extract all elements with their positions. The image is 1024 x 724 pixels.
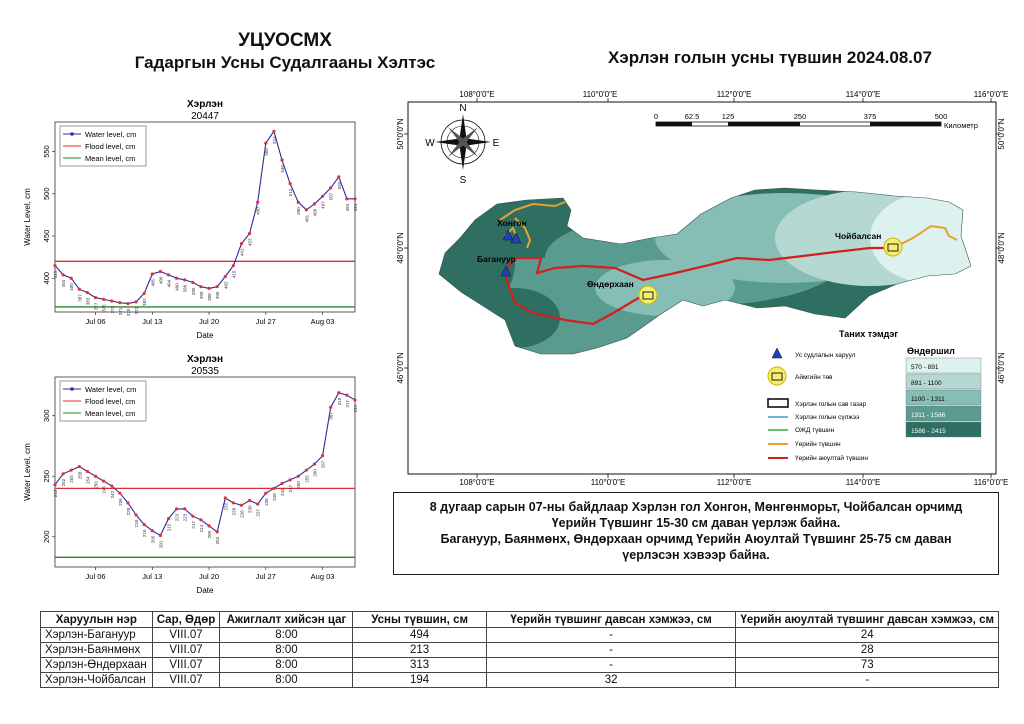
data-label: 540 xyxy=(280,165,286,173)
svg-text:Үерийн түвшин: Үерийн түвшин xyxy=(795,441,841,448)
aimag-center-icon xyxy=(768,367,786,385)
chart-subtitle: 20535 xyxy=(191,366,219,377)
data-point xyxy=(110,484,113,487)
x-tick-label: Aug 03 xyxy=(310,572,335,581)
y-tick-label: 450 xyxy=(42,229,51,243)
data-point xyxy=(224,496,227,499)
data-label: 250 xyxy=(296,481,302,489)
data-point xyxy=(337,175,340,178)
lon-label-top: 116°0'0"E xyxy=(973,90,1009,99)
summary-box xyxy=(393,492,999,575)
svg-text:250: 250 xyxy=(793,112,807,121)
table-cell: 313 xyxy=(353,658,486,673)
data-point xyxy=(264,142,267,145)
lat-label-left: 48°0'0"N xyxy=(396,232,405,264)
data-point xyxy=(232,264,235,267)
data-label: 260 xyxy=(312,469,318,477)
data-point xyxy=(256,201,259,204)
data-label: 371 xyxy=(117,307,123,316)
data-label: 226 xyxy=(239,510,245,518)
svg-text:125: 125 xyxy=(721,112,735,121)
x-tick-label: Aug 03 xyxy=(310,317,335,326)
lat-label-right: 50°0'0"N xyxy=(997,118,1006,150)
data-label: 494 xyxy=(353,203,358,212)
lon-label-bottom: 108°0'0"E xyxy=(459,478,495,487)
table-cell: 8:00 xyxy=(220,658,353,673)
data-point xyxy=(216,285,219,288)
elevation-title: Өндөршил xyxy=(907,346,955,356)
data-label: 387 xyxy=(77,294,83,302)
data-point xyxy=(297,475,300,478)
data-label: 415 xyxy=(231,270,237,279)
lon-label-top: 112°0'0"E xyxy=(716,90,752,99)
data-point xyxy=(191,515,194,518)
data-point xyxy=(248,499,251,502)
lat-label-left: 46°0'0"N xyxy=(396,352,405,384)
water-level-chart-20447 xyxy=(0,95,400,345)
data-point xyxy=(321,195,324,198)
data-point xyxy=(70,277,73,280)
data-point xyxy=(159,270,162,273)
compass-e: E xyxy=(492,138,500,149)
org-title: УЦУОСМХ xyxy=(238,30,332,51)
data-label: 228 xyxy=(231,507,237,516)
data-label: 230 xyxy=(247,505,253,513)
data-label: 307 xyxy=(328,412,334,420)
data-point xyxy=(280,482,283,485)
place-label-khongon: Хонгон xyxy=(497,218,527,228)
y-tick-label: 250 xyxy=(42,469,51,483)
data-label: 373 xyxy=(109,306,115,314)
data-label: 317 xyxy=(344,400,350,408)
svg-text:500: 500 xyxy=(934,112,948,121)
data-label: 488 xyxy=(312,208,318,217)
data-point xyxy=(134,513,137,516)
table-cell: Хэрлэн-Баянмөнх xyxy=(41,643,153,658)
data-label: 209 xyxy=(207,530,213,539)
svg-text:Аймгийн төв: Аймгийн төв xyxy=(795,374,833,381)
data-point xyxy=(143,523,146,526)
data-label: 267 xyxy=(320,460,326,469)
lat-label-right: 46°0'0"N xyxy=(997,352,1006,384)
data-label: 574 xyxy=(271,136,277,144)
data-label: 255 xyxy=(304,475,310,483)
data-label: 205 xyxy=(150,535,156,544)
data-point xyxy=(191,281,194,284)
table-row xyxy=(41,658,999,673)
table-cell: - xyxy=(486,658,736,673)
legend-mean: Mean level, cm xyxy=(85,409,136,418)
data-label: 497 xyxy=(320,201,326,209)
data-point xyxy=(126,302,129,305)
data-label: 258 xyxy=(77,471,83,480)
chart-subtitle: 20447 xyxy=(191,111,219,122)
y-axis-label: Water Level, cm xyxy=(23,443,32,501)
summary-line: Үерийн Түвшинг 15-30 см даван үерлэж байна. xyxy=(551,516,841,530)
data-point xyxy=(53,264,56,267)
data-point xyxy=(345,197,348,200)
table-cell: VIII.07 xyxy=(152,628,220,643)
table-header-row xyxy=(41,612,999,628)
data-point xyxy=(216,530,219,533)
compass-w: W xyxy=(425,138,435,149)
x-axis-label: Date xyxy=(196,586,214,595)
svg-text:375: 375 xyxy=(863,112,877,121)
legend-flood: Flood level, cm xyxy=(85,142,136,151)
data-label: 560 xyxy=(263,148,269,156)
data-point xyxy=(126,501,129,504)
data-point xyxy=(78,288,81,291)
legend-mean: Mean level, cm xyxy=(85,154,136,163)
data-label: 404 xyxy=(166,279,172,288)
table-row xyxy=(41,673,999,688)
x-tick-label: Jul 13 xyxy=(142,572,163,581)
data-point xyxy=(207,287,210,290)
data-point xyxy=(289,478,292,481)
data-label: 223 xyxy=(182,513,188,522)
data-label: 201 xyxy=(158,540,164,549)
scale-unit: Километр xyxy=(944,121,978,130)
data-label: 404 xyxy=(61,279,67,288)
svg-text:ОЖД түвшин: ОЖД түвшин xyxy=(795,427,835,434)
svg-text:Хэрлэн голын сүлжээ: Хэрлэн голын сүлжээ xyxy=(795,414,860,421)
data-point xyxy=(110,299,113,302)
data-label: 441 xyxy=(239,248,245,257)
data-point xyxy=(264,492,267,495)
data-label: 400 xyxy=(174,283,180,291)
data-point xyxy=(134,300,137,303)
data-label: 252 xyxy=(61,478,67,487)
place-label-undurkhaan: Өндөрхаан xyxy=(587,279,634,289)
table-header: Усны түвшин, см xyxy=(353,612,486,628)
data-point xyxy=(272,130,275,133)
y-tick-label: 400 xyxy=(42,271,51,285)
x-tick-label: Jul 27 xyxy=(255,317,276,326)
svg-text:1586 - 2415: 1586 - 2415 xyxy=(911,428,946,435)
data-point xyxy=(118,492,121,495)
data-point xyxy=(183,278,186,281)
data-label: 242 xyxy=(109,490,115,499)
table-header: Ажиглалт хийсэн цаг xyxy=(220,612,353,628)
data-point xyxy=(313,463,316,466)
data-point xyxy=(86,291,89,294)
data-label: 254 xyxy=(85,476,91,484)
axis-ticks xyxy=(42,409,334,581)
data-label: 370 xyxy=(125,308,131,317)
aimag-center-icon xyxy=(884,238,902,256)
table-cell: - xyxy=(486,628,736,643)
data-point xyxy=(289,182,292,185)
water-level-table xyxy=(40,611,999,688)
table-cell: 73 xyxy=(736,658,999,673)
legend-water: Water level, cm xyxy=(85,130,137,139)
data-label: 232 xyxy=(223,503,229,511)
data-label: 383 xyxy=(85,297,91,306)
data-point xyxy=(353,197,356,200)
lon-label-bottom: 114°0'0"E xyxy=(845,478,881,487)
table-cell: 28 xyxy=(736,643,999,658)
svg-text:0: 0 xyxy=(653,112,659,121)
legend-water: Water level, cm xyxy=(85,385,137,394)
data-label: 490 xyxy=(255,207,261,215)
data-point xyxy=(345,394,348,397)
data-label: 395 xyxy=(190,287,196,295)
data-point xyxy=(62,273,65,276)
data-point xyxy=(175,507,178,510)
data-point xyxy=(118,301,121,304)
table-cell: 32 xyxy=(486,673,736,688)
compass-s: S xyxy=(459,175,467,186)
elevation-legend xyxy=(906,358,981,437)
data-label: 375 xyxy=(101,304,107,312)
data-label: 210 xyxy=(142,529,148,538)
table-cell: 8:00 xyxy=(220,673,353,688)
lon-label-bottom: 116°0'0"E xyxy=(973,478,1009,487)
svg-text:Ус судлалын харуул: Ус судлалын харуул xyxy=(795,352,856,359)
x-tick-label: Jul 20 xyxy=(199,317,220,326)
data-point xyxy=(305,469,308,472)
data-label: 255 xyxy=(69,475,75,483)
data-point xyxy=(232,501,235,504)
data-point xyxy=(305,208,308,211)
lon-label-bottom: 110°0'0"E xyxy=(590,478,626,487)
data-label: 494 xyxy=(344,203,350,212)
svg-text:Үерийн аюултай түвшин: Үерийн аюултай түвшин xyxy=(795,455,868,462)
data-label: 377 xyxy=(93,302,99,311)
data-label: 204 xyxy=(215,536,221,545)
table-cell: 8:00 xyxy=(220,643,353,658)
data-point xyxy=(280,158,283,161)
data-point xyxy=(256,502,259,505)
data-point xyxy=(143,292,146,295)
svg-text:891 - 1100: 891 - 1100 xyxy=(911,380,942,387)
summary-line: үерлэсэн хэвээр байна. xyxy=(622,548,770,562)
data-point xyxy=(102,298,105,301)
data-label: 402 xyxy=(223,281,229,290)
data-label: 217 xyxy=(190,521,196,529)
table-cell: 8:00 xyxy=(220,628,353,643)
svg-text:1311 - 1586: 1311 - 1586 xyxy=(911,412,946,419)
data-point xyxy=(240,504,243,507)
data-label: 223 xyxy=(174,513,180,522)
table-row xyxy=(41,628,999,643)
svg-text:1100 - 1311: 1100 - 1311 xyxy=(911,396,945,403)
data-label: 400 xyxy=(69,283,75,291)
table-header: Харуулын нэр xyxy=(41,612,153,628)
data-point xyxy=(159,534,162,537)
data-point xyxy=(151,272,154,275)
lon-label-top: 110°0'0"E xyxy=(582,90,618,99)
svg-text:Хэрлэн голын сав газар: Хэрлэн голын сав газар xyxy=(795,401,867,408)
data-label: 246 xyxy=(101,486,107,494)
data-label: 388 xyxy=(207,293,213,301)
data-label: 214 xyxy=(198,524,204,533)
table-cell: - xyxy=(486,643,736,658)
data-point xyxy=(167,273,170,276)
data-label: 218 xyxy=(134,519,140,528)
summary-line: Багануур, Баянмөнх, Өндөрхаан орчимд Үерийн Аюултай Түвшинг 25-75 см даван xyxy=(440,532,952,546)
data-point xyxy=(62,472,65,475)
table-cell: Хэрлэн-Өндөрхаан xyxy=(41,658,153,673)
lon-label-bottom: 112°0'0"E xyxy=(716,478,752,487)
x-tick-label: Jul 27 xyxy=(255,572,276,581)
data-label: 390 xyxy=(215,291,221,300)
svg-text:62.5: 62.5 xyxy=(684,112,700,121)
data-label: 313 xyxy=(353,404,358,413)
table-header: Сар, Өдөр xyxy=(152,612,220,628)
data-point xyxy=(94,475,97,478)
data-label: 319 xyxy=(336,397,342,406)
data-point xyxy=(183,507,186,510)
data-point xyxy=(297,201,300,204)
table-cell: Хэрлэн-Чойбалсан xyxy=(41,673,153,688)
data-label: 453 xyxy=(247,238,253,246)
y-tick-label: 200 xyxy=(42,530,51,544)
data-label: 227 xyxy=(255,509,261,517)
data-point xyxy=(272,487,275,490)
data-point xyxy=(313,202,316,205)
data-point xyxy=(207,524,210,527)
table-cell: 24 xyxy=(736,628,999,643)
data-label: 408 xyxy=(158,276,164,284)
table-header: Үерийн түвшинг давсан хэмжээ, см xyxy=(486,612,736,628)
data-label: 236 xyxy=(117,498,123,506)
data-point xyxy=(240,242,243,245)
x-tick-label: Jul 13 xyxy=(142,317,163,326)
data-point xyxy=(199,285,202,288)
water-level-chart-20535 xyxy=(0,350,400,600)
lon-label-top: 114°0'0"E xyxy=(845,90,881,99)
place-label-baganuur: Багануур xyxy=(477,254,516,264)
table-cell: - xyxy=(736,673,999,688)
data-label: 244 xyxy=(280,488,286,497)
chart-legend xyxy=(60,126,146,166)
data-label: 228 xyxy=(125,507,131,516)
table-cell: VIII.07 xyxy=(152,643,220,658)
x-tick-label: Jul 06 xyxy=(85,572,106,581)
y-tick-label: 500 xyxy=(42,187,51,201)
chart-title: Хэрлэн xyxy=(187,354,223,365)
kherlen-basin-map xyxy=(365,88,1024,488)
table-cell: Хэрлэн-Багануур xyxy=(41,628,153,643)
data-label: 520 xyxy=(336,181,342,190)
legend-title: Таних тэмдэг xyxy=(839,329,899,339)
lat-label-right: 48°0'0"N xyxy=(997,232,1006,264)
data-label: 405 xyxy=(150,279,156,287)
data-point xyxy=(329,406,332,409)
table-row xyxy=(41,643,999,658)
table-cell: VIII.07 xyxy=(152,673,220,688)
data-point xyxy=(199,518,202,521)
data-label: 236 xyxy=(263,498,269,506)
table-cell: VIII.07 xyxy=(152,658,220,673)
aimag-center-icon xyxy=(639,286,657,304)
y-tick-label: 300 xyxy=(42,409,51,422)
data-label: 215 xyxy=(166,523,172,532)
data-point xyxy=(86,470,89,473)
table-cell: 213 xyxy=(353,643,486,658)
x-tick-label: Jul 20 xyxy=(199,572,220,581)
data-point xyxy=(353,398,356,401)
compass-n: N xyxy=(459,103,467,114)
data-point xyxy=(175,277,178,280)
x-axis-label: Date xyxy=(196,331,214,340)
main-title: Хэрлэн голын усны түвшин 2024.08.07 xyxy=(608,48,932,67)
data-label: 512 xyxy=(288,188,294,197)
data-label: 247 xyxy=(288,484,294,493)
data-label: 243 xyxy=(53,489,58,498)
data-point xyxy=(167,517,170,520)
data-point xyxy=(248,232,251,235)
data-label: 372 xyxy=(134,306,140,315)
table-cell: 494 xyxy=(353,628,486,643)
org-subtitle: Гадаргын Усны Судалгааны Хэлтэс xyxy=(134,53,436,72)
data-point xyxy=(78,465,81,468)
place-label-choibalsan: Чойбалсан xyxy=(835,231,882,241)
lat-label-left: 50°0'0"N xyxy=(396,118,405,150)
data-label: 415 xyxy=(53,270,58,279)
data-point xyxy=(321,454,324,457)
table-cell: 194 xyxy=(353,673,486,688)
table-header: Үерийн аюултай түвшинг давсан хэмжээ, см xyxy=(736,612,999,628)
chart-title: Хэрлэн xyxy=(187,99,223,110)
data-point xyxy=(94,296,97,299)
data-label: 250 xyxy=(93,481,99,489)
data-point xyxy=(102,479,105,482)
data-label: 481 xyxy=(304,214,310,223)
data-label: 507 xyxy=(328,192,334,201)
data-point xyxy=(151,529,154,532)
data-point xyxy=(70,469,73,472)
summary-line: 8 дугаар сарын 07-ны байдлаар Хэрлэн гол Хонгон, Мөнгөнморьт, Чойбалсан орчимд xyxy=(429,500,963,514)
chart-legend xyxy=(60,381,146,421)
y-tick-label: 550 xyxy=(42,145,51,158)
data-point xyxy=(329,186,332,189)
data-point xyxy=(337,391,340,394)
svg-text:570 - 891: 570 - 891 xyxy=(911,364,939,371)
data-label: 390 xyxy=(198,291,204,300)
data-label: 382 xyxy=(142,298,148,306)
data-label: 398 xyxy=(182,284,188,293)
data-label: 490 xyxy=(296,207,302,215)
legend-flood: Flood level, cm xyxy=(85,397,136,406)
y-axis-label: Water Level, cm xyxy=(23,188,32,246)
data-point xyxy=(224,275,227,278)
lon-label-top: 108°0'0"E xyxy=(459,90,495,99)
x-tick-label: Jul 06 xyxy=(85,317,106,326)
data-label: 240 xyxy=(271,493,277,501)
data-point xyxy=(53,483,56,486)
